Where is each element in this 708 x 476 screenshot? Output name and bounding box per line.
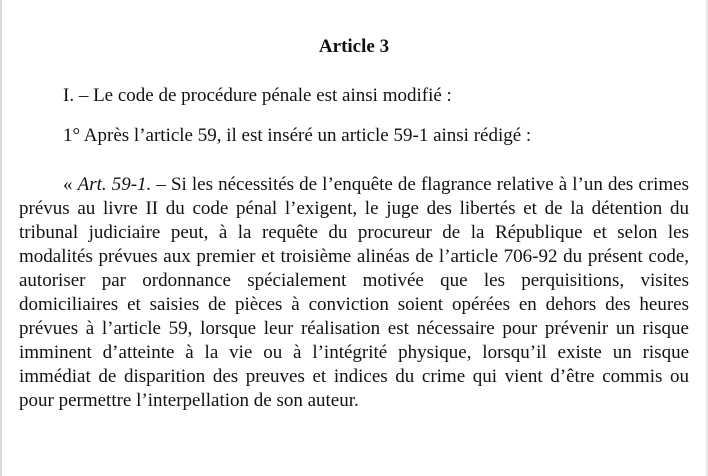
page-border-left bbox=[0, 0, 2, 476]
paragraph-code-modification: I. – Le code de procédure pénale est ainsi modifié : bbox=[63, 85, 452, 106]
article-title: Article 3 bbox=[318, 36, 390, 57]
open-quote: « bbox=[63, 174, 78, 195]
article-body-text: – Si les nécessités de l’enquête de flagrance relative à l’un des crimes prévus au livre II du code pénal l’exigent, le juge des libertés et de la détention du tribunal judiciaire peut, à la requête du procureur de la République et selon les modalités prévues aux premier et troisième alinéas de l’article 706-92 du présent code, autoriser par ordonnance spécialement motivée que les perquisitions, visites domiciliaires et saisies de pièces à conviction soient opérées en dehors des heures prévues à l’article 59, lorsque leur réalisation est nécessaire pour prévenir un risque imminent d’atteinte à la vie ou à l’intégrité physique, lorsqu’il existe un risque immédiat de disparition des preuves et indices du crime qui vient d’être commis ou pour permettre l’interpellation de son auteur. bbox=[19, 174, 690, 411]
paragraph-article-59-1 bbox=[19, 173, 689, 413]
paragraph-insertion-notice: 1° Après l’article 59, il est inséré un article 59-1 ainsi rédigé : bbox=[63, 125, 532, 146]
article-reference: Art. 59-1. bbox=[77, 174, 152, 195]
